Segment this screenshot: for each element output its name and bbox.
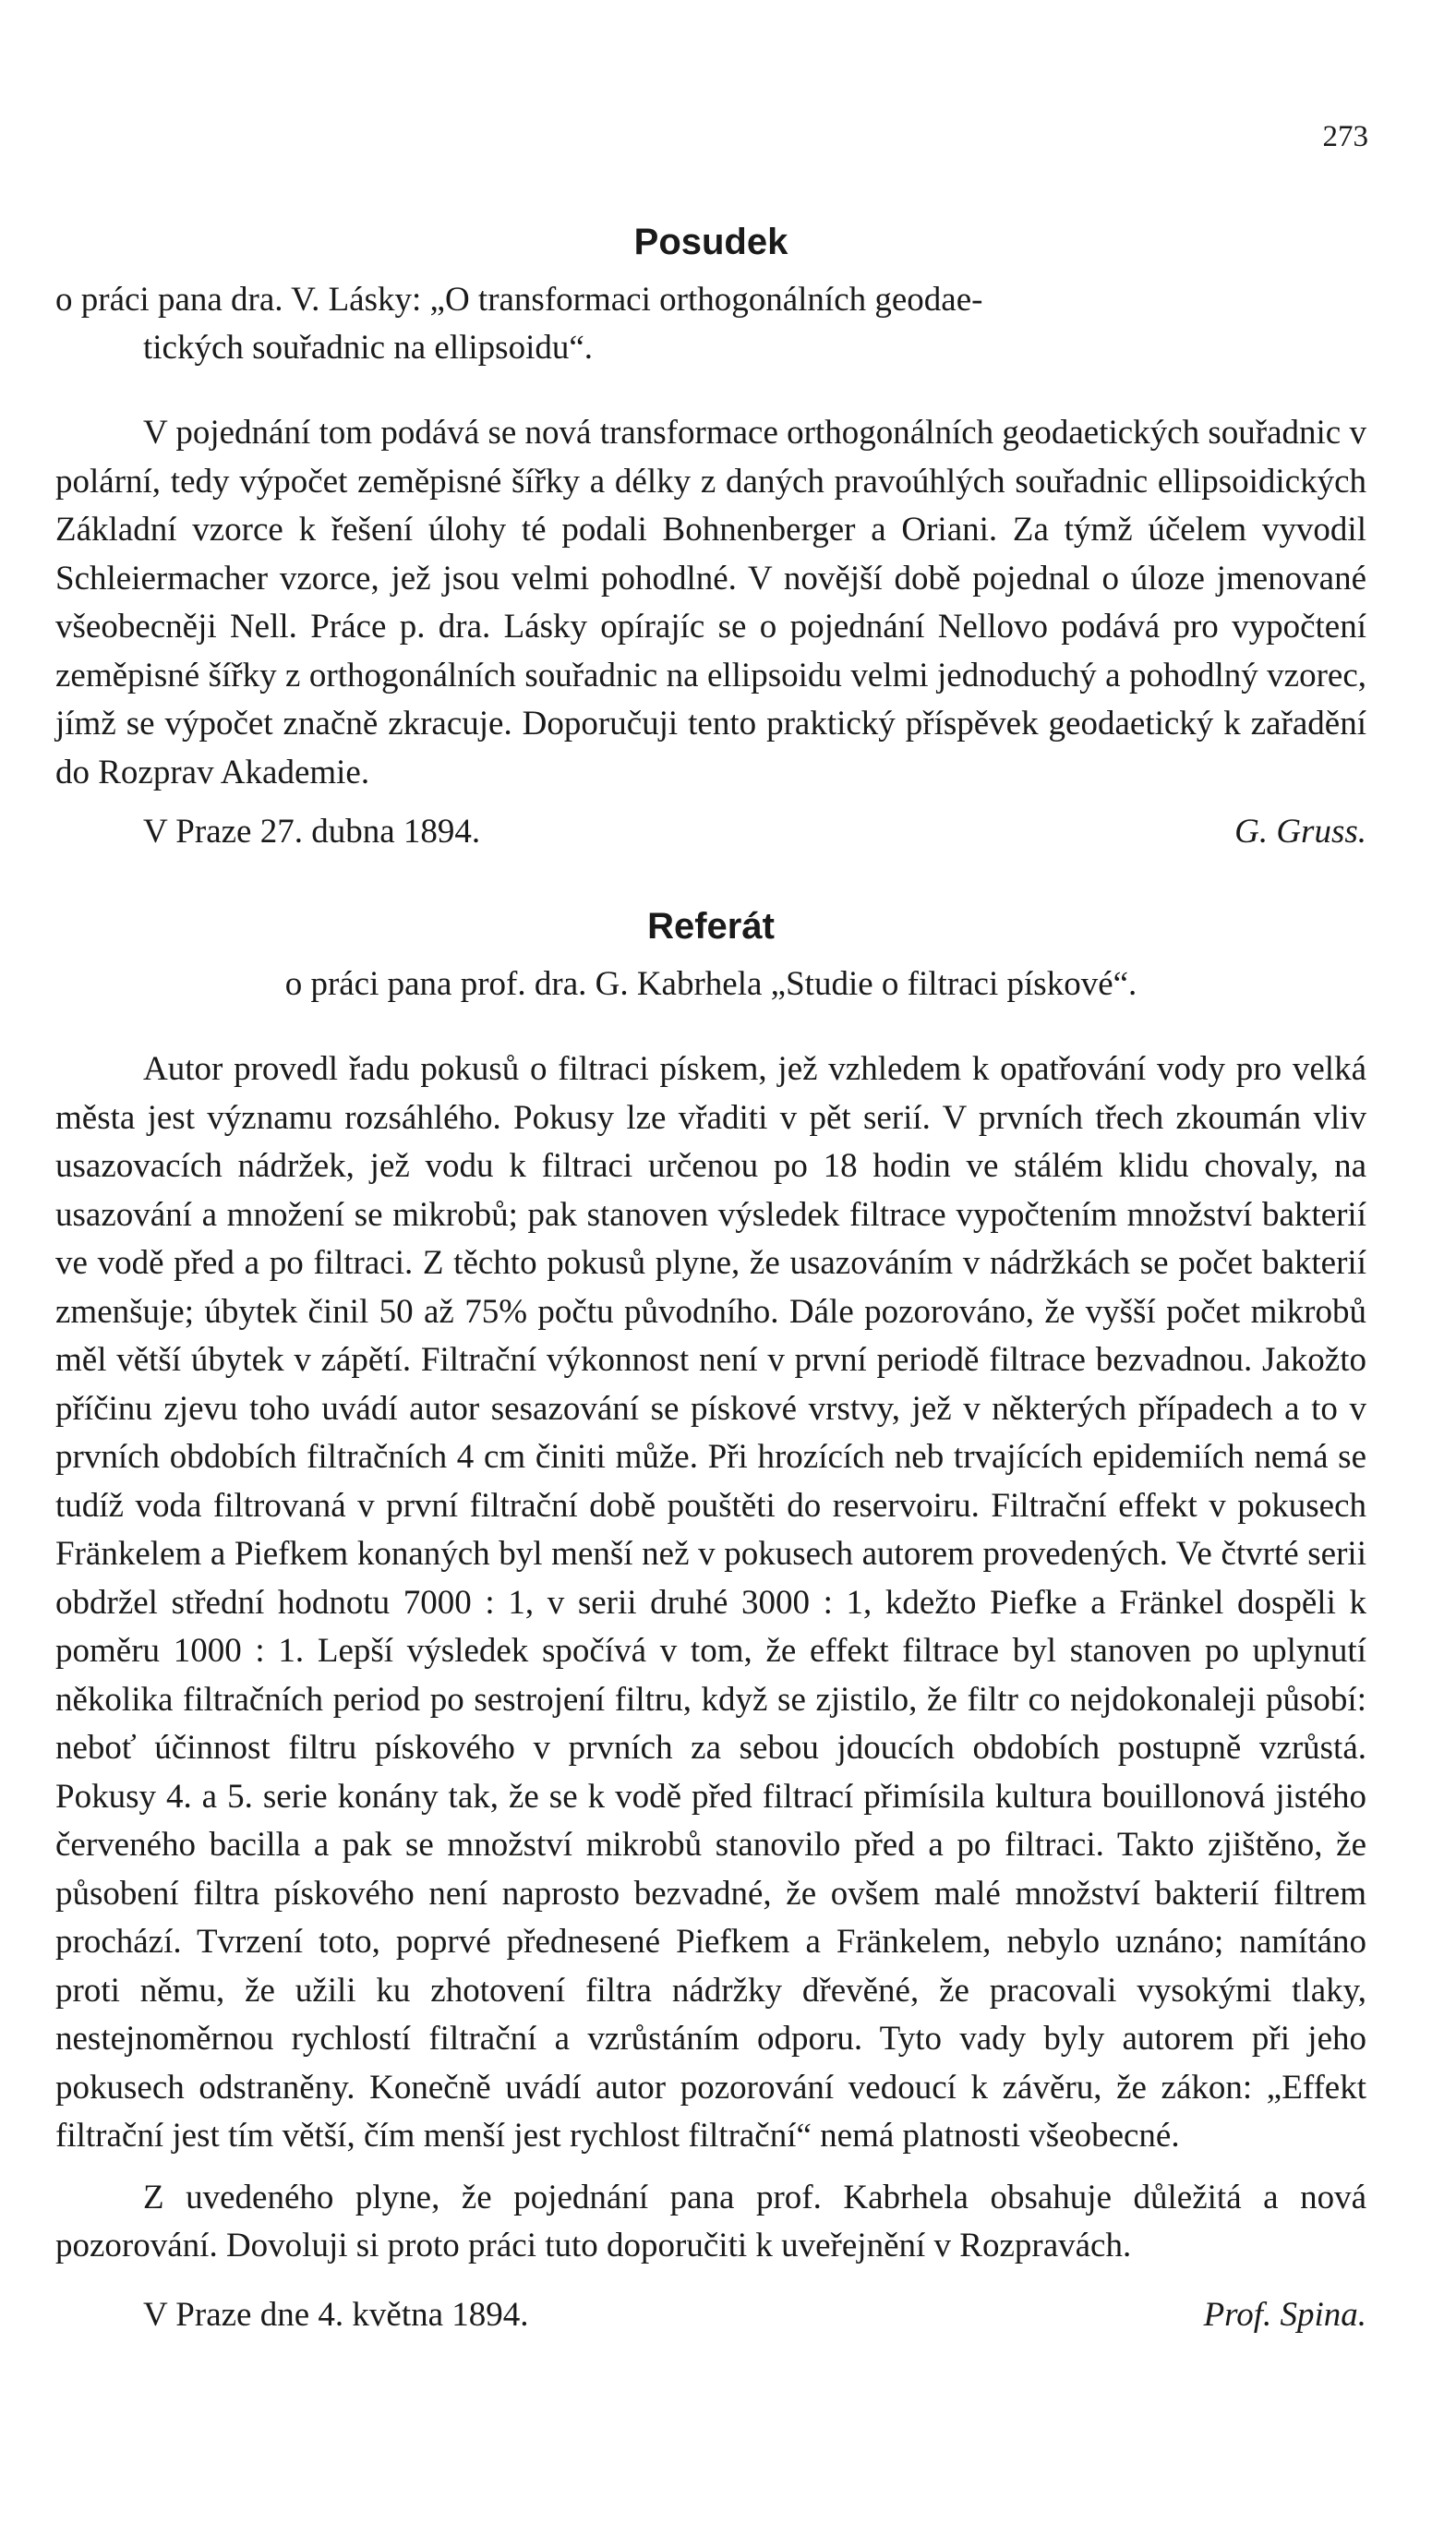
posudek-signature-line: [55, 808, 1366, 856]
posudek-title: Posudek: [633, 222, 788, 262]
referat-title: Referát: [647, 906, 775, 947]
posudek-subtitle-line1: o práci pana dra. V. Lásky: „O transformaci orthogonálních geodae-: [55, 281, 983, 319]
page-content: [55, 222, 1366, 2339]
referat-subtitle: o práci pana prof. dra. G. Kabrhela „Studie o filtraci pískové“.: [284, 965, 1137, 1003]
referat-body-1: Autor provedl řadu pokusů o filtraci pískem, jež vzhledem k opatřování vody pro velká města jest významu rozsáhlého. Pokusy lze vřaditi v pět serií. V prvních třech zkoumán vliv usazovacích nádržek, jež vodu k filtraci určenou po 18 hodin ve stálém klidu chovaly, na usazování a množení se mikrobů; pak stanoven výsledek filtrace vypočtením množství bakterií ve vodě před a po filtraci. Z těchto pokusů plyne, že usazováním v nádržkách se počet bakterií zmenšuje; úbytek činil 50 až 75% počtu původního. Dále pozorováno, že vyšší počet mikrobů měl větší úbytek v zápětí. Filtrační výkonnost není v první periodě filtrace bezvadnou. Jakožto příčinu zjevu toho uvádí autor sesazování se pískové vrstvy, jež v některých případech a to v prvních obdobích filtračních 4 cm činiti může. Při hrozících neb trvajících epidemiích nemá se tudíž voda filtrovaná v první filtrační době pouštěti do reservoiru. Filtrační effekt v pokusech Fränkelem a Piefkem konaných byl menší než v pokusech autorem provedených. Ve čtvrté serii obdržel střední hodnotu 7000 : 1, v serii druhé 3000 : 1, kdežto Piefke a Fränkel dospěli k poměru 1000 : 1. Lepší výsledek spočívá v tom, že effekt filtrace byl stanoven po uplynutí několika filtračních period po sestrojení filtru, když se zjistilo, že filtr co nejdokonaleji působí: neboť účinnost filtru pískového v prvních za sebou jdoucích obdobích postupně vzrůstá. Pokusy 4. a 5. serie konány tak, že se k vodě před filtrací přimísila kultura bouillonová jistého červeného bacilla a pak se množství mikrobů stanovilo před a po filtraci. Takto zjištěno, že působení filtra pískového není naprosto bezvadné, že ovšem malé množství bakterií filtrem prochází. Tvrzení toto, poprvé přednesené Piefkem a Fränkelem, nebylo uznáno; namítáno proti němu, že užili ku zhotovení filtra nádržky dřevěné, že pracovali vysokými tlaky, nestejnoměrnou rychlostí filtrační a vzrůstáním odporu. Tyto vady byly autorem při jeho pokusech odstraněny. Konečně uvádí autor pozorování vedoucí k závěru, že zákon: „Effekt filtrační jest tím větší, čím menší jest rychlost filtrační“ nemá platnosti všeobecné.: [55, 1050, 1366, 2155]
posudek-body: V pojednání tom podává se nová transformace orthogonálních geodaetických souřadnic v polární, tedy výpočet zeměpisné šířky a délky z daných pravoúhlých souřadnic ellipsoidických Základní vzorce k řešení úlohy té podali Bohnenberger a Oriani. Za týmž účelem vyvodil Schleiermacher vzorce, jež jsou velmi pohodlné. V novější době pojednal o úloze jmenované všeobecněji Nell. Práce p. dra. Lásky opírajíc se o pojednání Nellovo podává pro vypočtení zeměpisné šířky z orthogonálních souřadnic na ellipsoidu velmi jednoduchý a pohodlný vzorec, jímž se výpočet značně zkracuje. Doporučuji tento praktický příspěvek geodaetický k zařadění do Rozprav Akademie.: [55, 414, 1366, 791]
posudek-section: [55, 222, 1366, 856]
referat-section: [55, 906, 1366, 2339]
referat-body-2: Z uvedeného plyne, že pojednání pana prof. Kabrhela obsahuje důležitá a nová pozorování. Dovoluji si proto práci tuto doporučiti k uveřejnění v Rozpravách.: [55, 2178, 1366, 2264]
posudek-signature: G. Gruss.: [1234, 813, 1366, 851]
page-number: 273: [1322, 120, 1368, 153]
posudek-subtitle: [55, 276, 1366, 372]
posudek-subtitle-line2: tických souřadnic na ellipsoidu“.: [143, 329, 594, 367]
posudek-place-date: V Praze 27. dubna 1894.: [143, 813, 481, 851]
referat-signature-line: [55, 2291, 1366, 2339]
referat-place-date: V Praze dne 4. května 1894.: [143, 2295, 529, 2334]
referat-signature: Prof. Spina.: [1203, 2295, 1366, 2334]
